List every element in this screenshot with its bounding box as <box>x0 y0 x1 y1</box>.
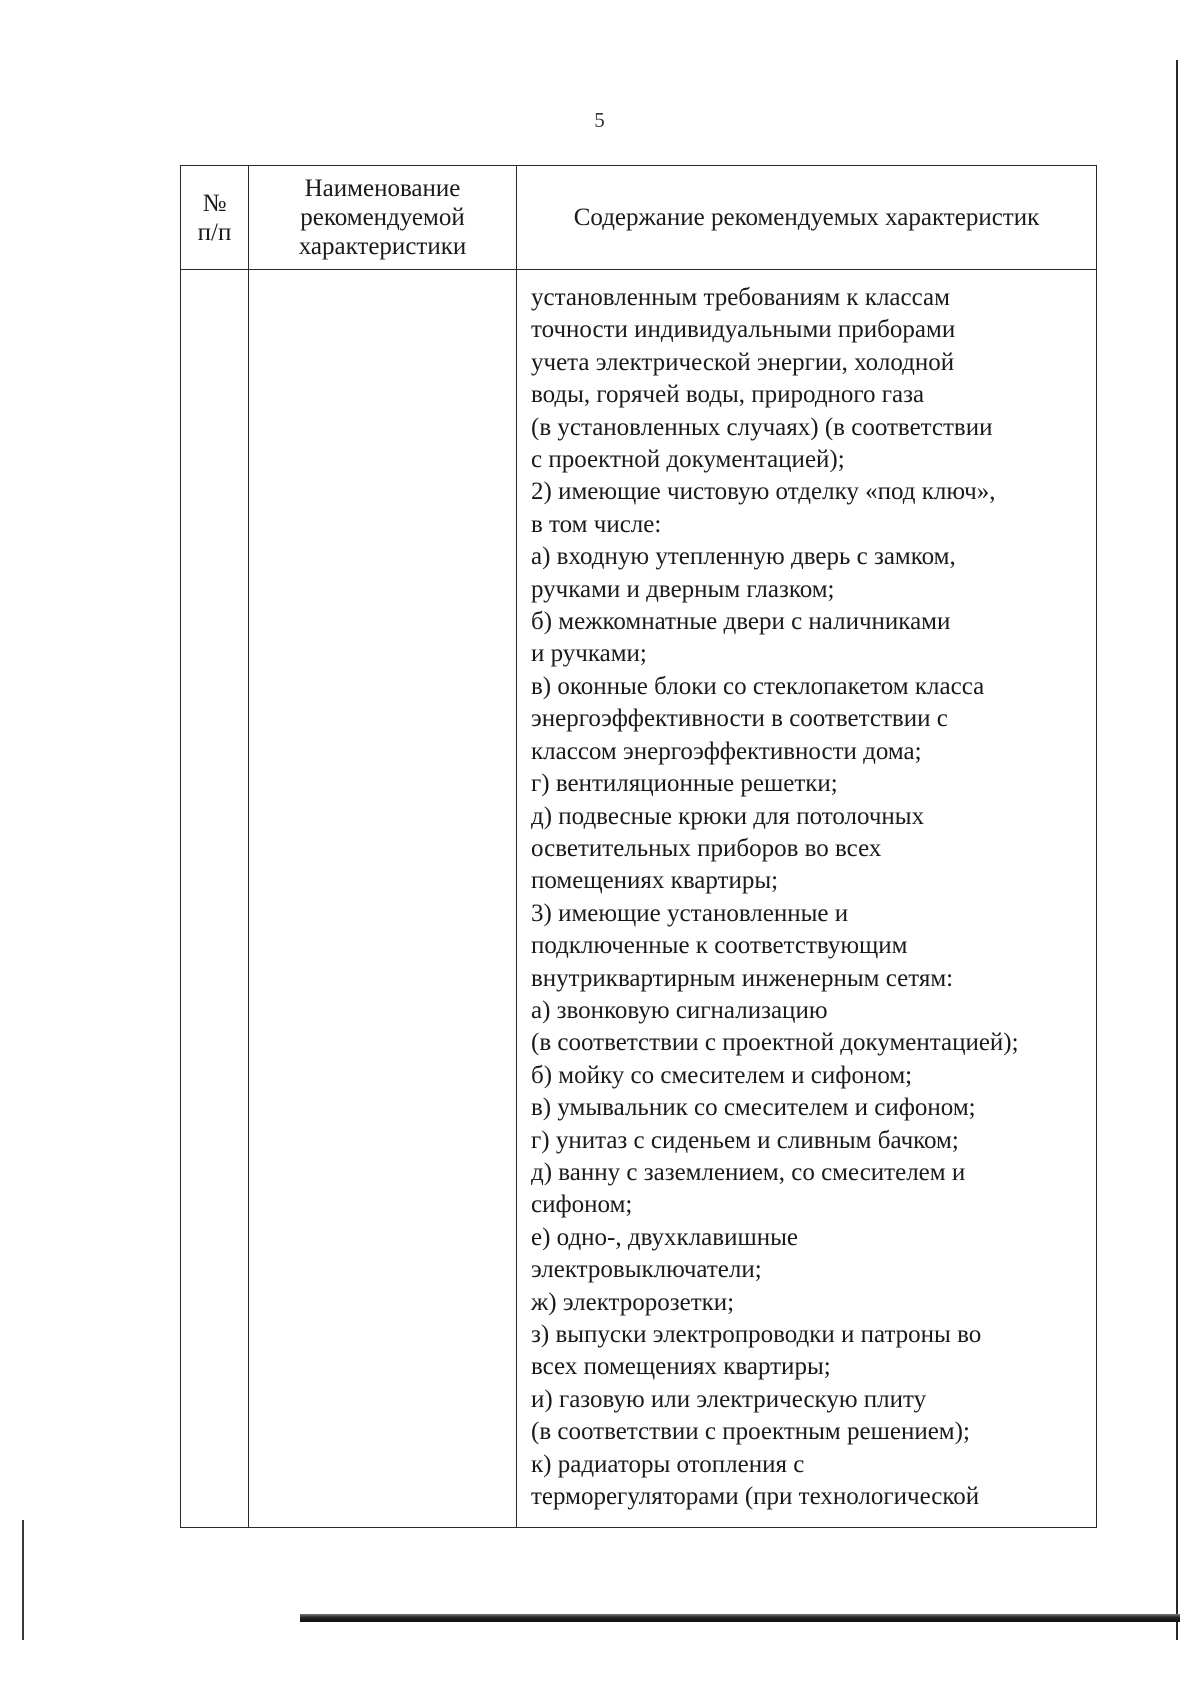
header-number <box>181 166 249 270</box>
row-name-cell <box>249 270 517 1528</box>
row-content-cell <box>517 270 1097 1528</box>
header-name-line: характеристики <box>298 233 467 260</box>
header-name-line: рекомендуемой <box>300 204 465 231</box>
content-line: сифоном; <box>531 1191 633 1219</box>
content-line: б) межкомнатные двери с наличниками <box>531 608 951 636</box>
content-line: внутриквартирным инженерным сетям: <box>531 964 954 992</box>
content-line: установленным требованиям к классам <box>531 284 950 311</box>
content-line: и) газовую или электрическую плиту <box>531 1385 927 1413</box>
content-line: г) вентиляционные решетки; <box>531 770 838 798</box>
content-line: осветительных приборов во всех <box>531 834 882 862</box>
content-line: в том числе: <box>531 510 662 538</box>
content-line: в) оконные блоки со стеклопакетом класса <box>531 672 985 700</box>
header-content: Содержание рекомендуемых характеристик <box>517 166 1097 270</box>
content-line: (в соответствии с проектным решением); <box>531 1418 970 1446</box>
content-line: а) звонковую сигнализацию <box>531 996 828 1024</box>
content-line: е) одно-, двухклавишные <box>531 1223 798 1251</box>
content-line: энергоэффективности в соответствии с <box>531 705 948 733</box>
content-line: (в соответствии с проектной документацией); <box>531 1029 1019 1057</box>
table-row <box>181 270 1097 1528</box>
content-line: в) умывальник со смесителем и сифоном; <box>531 1094 976 1122</box>
header-number-line: № <box>202 189 227 217</box>
table-header-row <box>181 166 1097 270</box>
content-line: точности индивидуальными приборами <box>531 316 956 344</box>
scan-edge-bottom <box>300 1614 1180 1622</box>
content-line: д) ванну с заземлением, со смесителем и <box>531 1158 966 1186</box>
content-line: ручками и дверным глазком; <box>531 575 835 603</box>
scan-edge-left <box>22 1520 24 1640</box>
content-line: д) подвесные крюки для потолочных <box>531 802 925 830</box>
content-line: терморегуляторами (при технологической <box>531 1483 980 1511</box>
content-line: г) унитаз с сиденьем и сливным бачком; <box>531 1126 959 1154</box>
content-line: воды, горячей воды, природного газа <box>531 381 925 409</box>
content-line: учета электрической энергии, холодной <box>531 348 955 376</box>
content-line: к) радиаторы отопления с <box>531 1450 805 1478</box>
header-number-line: п/п <box>197 218 232 246</box>
content-line: 2) имеющие чистовую отделку «под ключ», <box>531 478 996 506</box>
content-line: всех помещениях квартиры; <box>531 1353 831 1381</box>
content-line: з) выпуски электропроводки и патроны во <box>531 1321 982 1348</box>
page-number: 5 <box>594 108 606 132</box>
characteristics-table <box>180 165 1097 1528</box>
content-line: б) мойку со смесителем и сифоном; <box>531 1061 913 1089</box>
header-name <box>249 166 517 270</box>
content-line: и ручками; <box>531 640 647 668</box>
content-line: 3) имеющие установленные и <box>531 899 849 927</box>
content-line: а) входную утепленную дверь с замком, <box>531 543 956 571</box>
content-line: (в установленных случаях) (в соответствии <box>531 413 993 441</box>
scan-edge-right <box>1176 60 1178 1640</box>
content-line: ж) электророзетки; <box>531 1288 735 1316</box>
row-number-cell <box>181 270 249 1528</box>
header-name-line: Наименование <box>304 175 461 202</box>
content-line: подключенные к соответствующим <box>531 932 908 960</box>
content-line: с проектной документацией); <box>531 446 845 474</box>
content-line: помещениях квартиры; <box>531 867 779 895</box>
content-line: электровыключатели; <box>531 1256 762 1284</box>
content-line: классом энергоэффективности дома; <box>531 737 922 765</box>
